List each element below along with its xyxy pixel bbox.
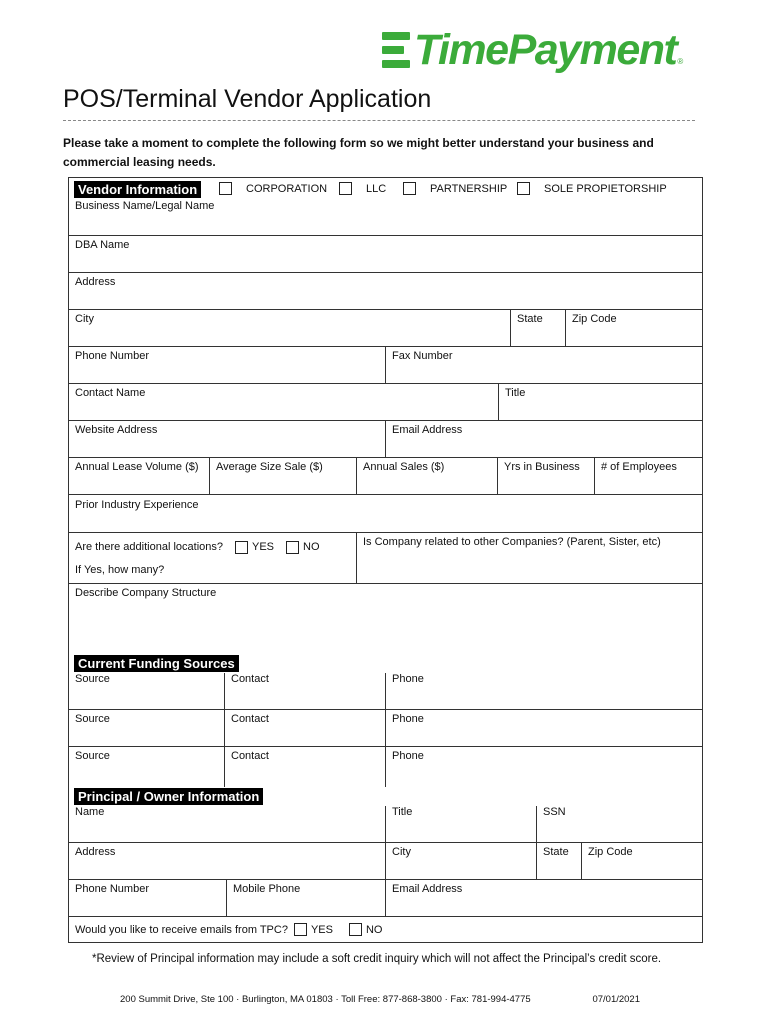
vendor-email-field[interactable]: Email Address — [392, 424, 463, 436]
annual-sales-field[interactable]: Annual Sales ($) — [357, 458, 498, 494]
logo-wordmark: TimePayment — [414, 26, 677, 74]
vendor-city-row — [69, 310, 702, 347]
page-title: POS/Terminal Vendor Application — [63, 85, 432, 113]
llc-checkbox[interactable] — [339, 182, 352, 195]
principal-zip-field[interactable]: Zip Code — [588, 846, 633, 858]
additional-locations-question: Are there additional locations? YES NO — [69, 533, 357, 561]
contact-name-field[interactable]: Contact Name — [69, 384, 499, 420]
website-field[interactable]: Website Address — [69, 421, 386, 457]
prior-experience-field[interactable]: Prior Industry Experience — [75, 499, 199, 511]
funding-source-field[interactable]: Source — [69, 747, 225, 787]
funding-phone-field[interactable]: Phone — [392, 713, 424, 725]
timepayment-logo — [382, 26, 684, 74]
annual-lease-volume-field[interactable]: Annual Lease Volume ($) — [69, 458, 210, 494]
principal-city-field[interactable]: City — [386, 843, 537, 879]
emails-no-checkbox[interactable] — [349, 923, 362, 936]
principal-email-field[interactable]: Email Address — [392, 883, 463, 895]
principal-address-row — [69, 843, 702, 880]
funding-section-title: Current Funding Sources — [74, 655, 239, 672]
related-companies-answer[interactable] — [357, 561, 702, 583]
funding-contact-field[interactable]: Contact — [225, 747, 386, 787]
funding-phone-field[interactable]: Phone — [392, 750, 424, 762]
locations-no-checkbox[interactable] — [286, 541, 299, 554]
principal-address-field[interactable]: Address — [69, 843, 386, 879]
corporation-checkbox[interactable] — [219, 182, 232, 195]
funding-contact-field[interactable]: Contact — [225, 710, 386, 746]
trademark-mark: ® — [677, 57, 684, 66]
principal-section-title: Principal / Owner Information — [74, 788, 263, 805]
funding-row — [69, 747, 702, 787]
partnership-option[interactable]: PARTNERSHIP — [403, 182, 507, 195]
intro-text: Please take a moment to complete the following form so we might better understand your business and commercial leasing needs. — [63, 136, 654, 169]
vendor-section-header — [69, 178, 702, 200]
funding-phone-field[interactable]: Phone — [392, 673, 424, 685]
company-structure-field[interactable]: Describe Company Structure — [75, 587, 217, 599]
principal-phone-row — [69, 880, 702, 917]
vendor-zip-field[interactable]: Zip Code — [572, 313, 617, 325]
principal-title-field[interactable]: Title — [386, 806, 537, 842]
title-divider — [63, 120, 695, 122]
prior-experience-row — [69, 495, 702, 533]
funding-row — [69, 673, 702, 710]
email-consent-question: Would you like to receive emails from TPC? YES NO — [75, 923, 383, 936]
page-footer — [120, 994, 640, 1005]
llc-option[interactable]: LLC — [339, 182, 386, 195]
funding-row — [69, 710, 702, 747]
footer-address: 200 Summit Drive, Ste 100 · Burlington, MA 01803 · Toll Free: 877-868-3800 · Fax: 781-994-4775 — [120, 994, 531, 1005]
dba-name-field[interactable]: DBA Name — [75, 239, 130, 251]
principal-name-row — [69, 806, 702, 843]
locations-yes-checkbox[interactable] — [235, 541, 248, 554]
principal-phone-field[interactable]: Phone Number — [69, 880, 227, 916]
contact-row — [69, 384, 702, 421]
vendor-city-field[interactable]: City — [69, 310, 511, 346]
principal-name-field[interactable]: Name — [69, 806, 386, 842]
business-name-field[interactable]: Business Name/Legal Name — [75, 200, 215, 212]
vendor-phone-row — [69, 347, 702, 384]
vendor-state-field[interactable]: State — [511, 310, 566, 346]
locations-row — [69, 533, 702, 561]
funding-source-field[interactable]: Source — [69, 673, 225, 709]
business-name-row — [69, 200, 702, 236]
employees-field[interactable]: # of Employees — [601, 461, 677, 473]
mobile-phone-field[interactable]: Mobile Phone — [227, 880, 386, 916]
vendor-address-field[interactable]: Address — [75, 276, 116, 288]
how-many-locations-field[interactable]: If Yes, how many? — [69, 561, 357, 583]
email-consent-row — [69, 917, 702, 942]
principal-section-header — [69, 787, 702, 806]
application-form — [68, 177, 703, 943]
logo-stripes-icon — [382, 30, 412, 70]
credit-inquiry-footnote: *Review of Principal information may include a soft credit inquiry which will not affect the Principal’s credit score. — [92, 953, 662, 965]
principal-state-field[interactable]: State — [537, 843, 582, 879]
sole-proprietorship-checkbox[interactable] — [517, 182, 530, 195]
funding-source-field[interactable]: Source — [69, 710, 225, 746]
website-row — [69, 421, 702, 458]
emails-yes-checkbox[interactable] — [294, 923, 307, 936]
related-companies-field[interactable]: Is Company related to other Companies? (Parent, Sister, etc) — [363, 536, 661, 548]
footer-date: 07/01/2021 — [592, 994, 640, 1005]
vendor-fax-field[interactable]: Fax Number — [392, 350, 453, 362]
structure-row — [69, 584, 702, 654]
funding-section-header — [69, 654, 702, 673]
average-sale-field[interactable]: Average Size Sale ($) — [210, 458, 357, 494]
vendor-section-title: Vendor Information — [74, 181, 201, 198]
corporation-option[interactable]: CORPORATION — [219, 182, 327, 195]
contact-title-field[interactable]: Title — [505, 387, 526, 399]
ssn-field[interactable]: SSN — [543, 806, 566, 818]
vendor-phone-field[interactable]: Phone Number — [69, 347, 386, 383]
financials-row — [69, 458, 702, 495]
years-in-business-field[interactable]: Yrs in Business — [498, 458, 595, 494]
vendor-address-row — [69, 273, 702, 310]
partnership-checkbox[interactable] — [403, 182, 416, 195]
dba-row — [69, 236, 702, 273]
how-many-row — [69, 561, 702, 584]
funding-contact-field[interactable]: Contact — [225, 673, 386, 709]
sole-proprietorship-option[interactable]: SOLE PROPIETORSHIP — [517, 182, 667, 195]
